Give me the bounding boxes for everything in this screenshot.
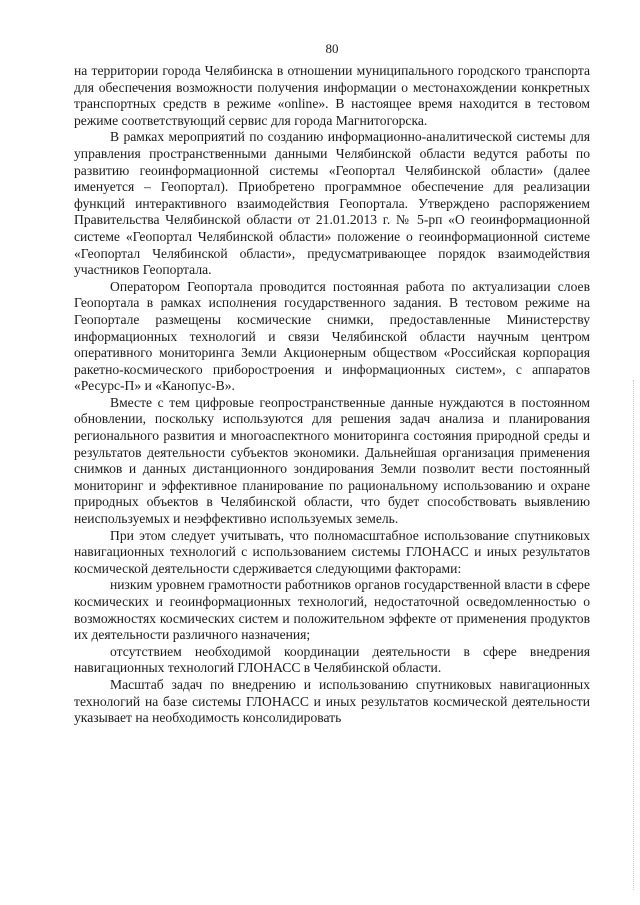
paragraph-4: Вместе с тем цифровые геопространственные данные нуждаются в постоянном обновлении, поскольку используются для решения задач анализа и планирования регионального развития и многоаспектного мониторинга состояния природной среды и результатов деятельности субъектов экономики. Дальнейшая организация применения снимков и данных дистанционного зондирования Земли позволит вести постоянный мониторинг и эффективное планирование по рациональному использованию и охране природных объектов в Челябинской области, что будет способствовать выявлению неиспользуемых и неэффективно используемых земель. [74, 394, 590, 527]
scan-edge-divider [632, 380, 634, 890]
paragraph-1: на территории города Челябинска в отношении муниципального городского транспорта для обеспечения возможности получения информации о местонахождении конкретных транспортных средств в режиме «online». В настоящее время находится в тестовом режиме соответствующий сервис для города Магнитогорска. [74, 63, 590, 128]
paragraph-5: При этом следует учитывать, что полномасштабное использование спутниковых навигационных технологий с использованием системы ГЛОНАСС и иных результатов космической деятельности сдерживается следующими факторами: [74, 527, 590, 576]
paragraph-2: В рамках мероприятий по созданию информационно-аналитической системы для управления пространственными данными Челябинской области ведутся работы по развитию геоинформационной системы «Геопортал Челябинской области» (далее именуется – Геопортал). Приобретено программное обеспечение для реализации функций интерактивного взаимодействия Геопортала. Утверждено распоряжением Правительства Челябинской области от 21.01.2013 г. № 5-рп «О геоинформационной системе «Геопортал Челябинской области» положение о геоинформационной системе «Геопортал Челябинской области», предусматривающее порядок взаимодействия участников Геопортала. [74, 129, 590, 278]
paragraph-6: низким уровнем грамотности работников органов государственной власти в сфере космических и геоинформационных технологий, недостаточной осведомленностью о возможностях космических систем и положительном эффекте от применения продуктов их деятельности различного назначения; [74, 577, 590, 643]
body-text [74, 63, 590, 727]
paragraph-3: Оператором Геопортала проводится постоянная работа по актуализации слоев Геопортала в рамках исполнения государственного задания. В тестовом режиме на Геопортале размещены космические снимки, предоставленные Министерству информационных технологий и связи Челябинской области научным центром оперативного мониторинга Земли Акционерным обществом «Российская корпорация ракетно-космического приборостроения и информационных систем», с аппаратов «Ресурс-П» и «Канопус-В». [74, 278, 590, 394]
paragraph-7: отсутствием необходимой координации деятельности в сфере внедрения навигационных технологий ГЛОНАСС в Челябинской области. [74, 643, 590, 676]
page-number: 80 [325, 41, 339, 56]
paragraph-8: Масштаб задач по внедрению и использованию спутниковых навигационных технологий на базе системы ГЛОНАСС и иных результатов космической деятельности указывает на необходимость консолидировать [74, 676, 590, 726]
